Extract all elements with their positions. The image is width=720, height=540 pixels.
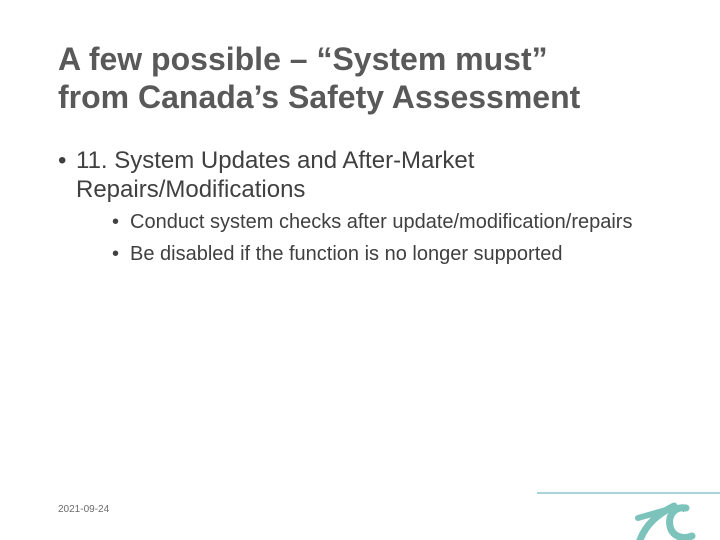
title-line-2: from Canada’s Safety Assessment	[58, 79, 581, 115]
sub-bullet-item	[112, 242, 698, 267]
sub-bullet-item	[112, 210, 698, 235]
footer-date: 2021-09-24	[58, 504, 110, 515]
bullet-list	[58, 146, 698, 274]
sub-bullet-text: Conduct system checks after update/modification/repairs	[130, 211, 633, 233]
title-line-1: A few possible – “System must”	[58, 41, 548, 77]
sub-bullet-glyph: •	[112, 243, 120, 265]
page-number: 14	[674, 504, 686, 515]
sub-bullet-glyph: •	[112, 211, 120, 233]
bullet-item	[58, 146, 698, 267]
bullet-item-text: 11. System Updates and After-Market Repairs/Modifications	[76, 147, 475, 203]
bullet-glyph: •	[58, 147, 67, 174]
sub-bullet-list	[76, 210, 698, 267]
sub-bullet-text: Be disabled if the function is no longer supported	[130, 243, 563, 265]
slide-title	[58, 40, 698, 116]
tc-logo-icon	[624, 490, 704, 540]
